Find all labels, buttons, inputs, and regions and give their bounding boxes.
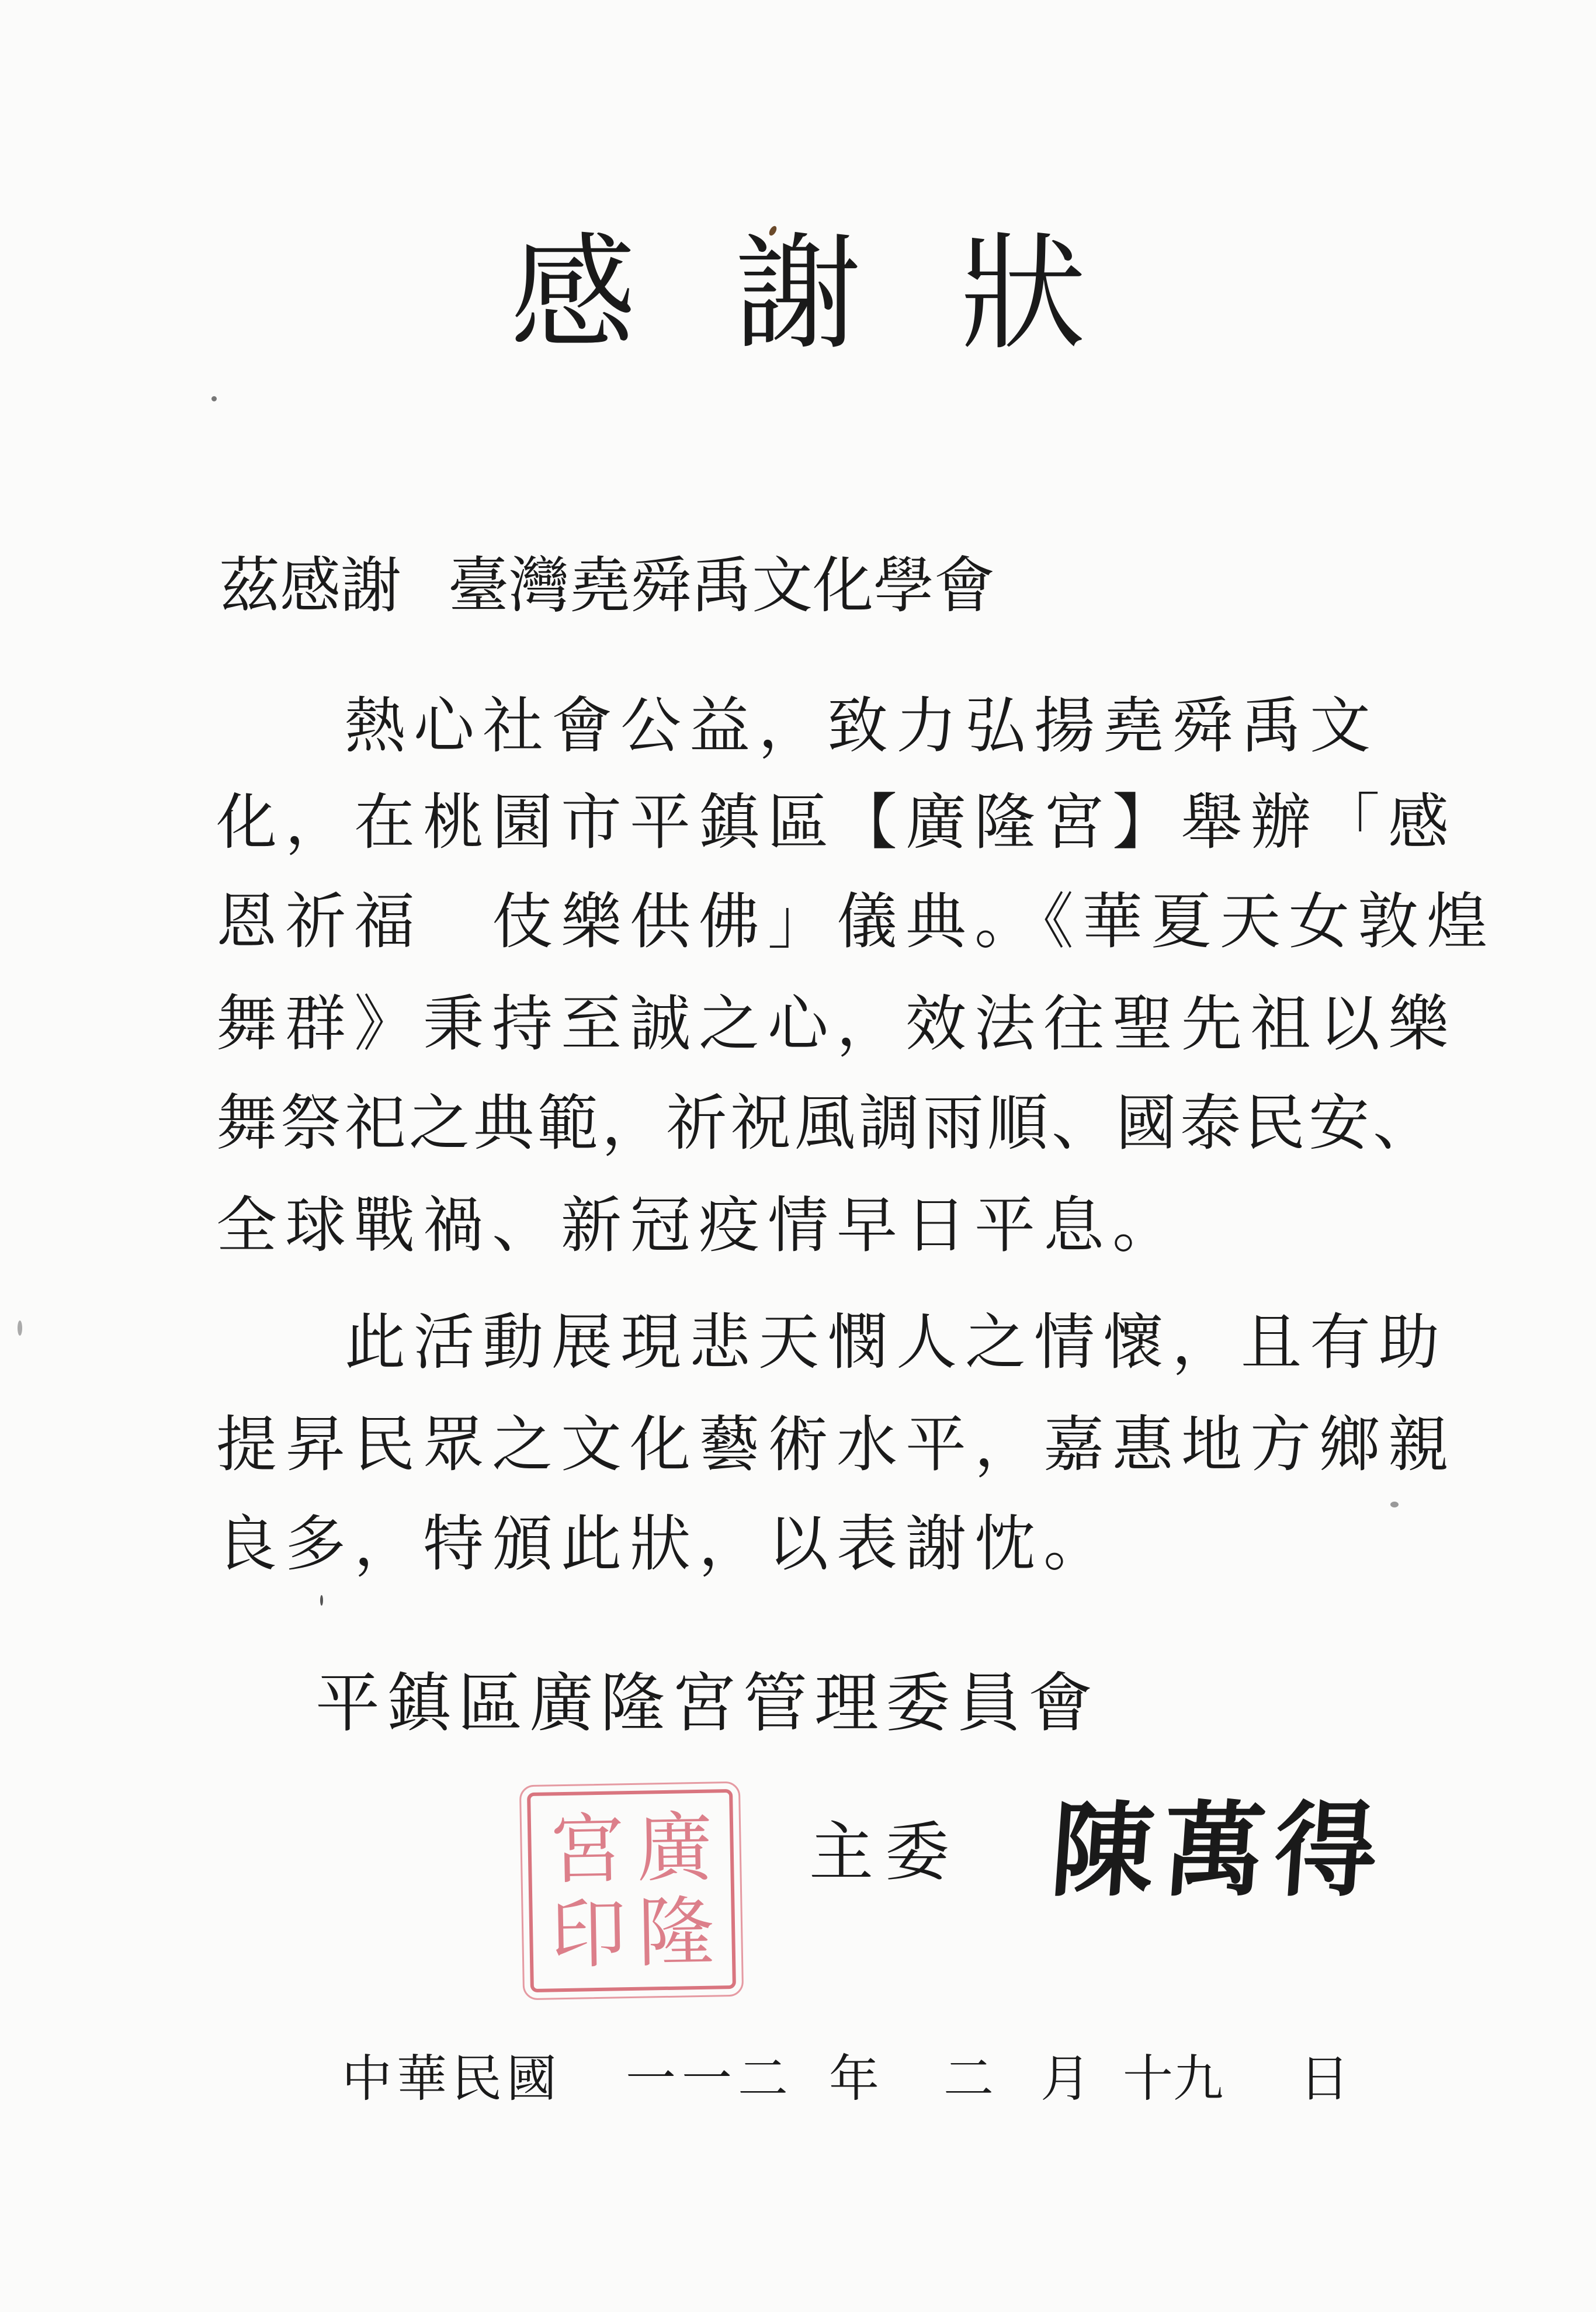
issue-date [342,2050,1349,2108]
body-line-1: 熱心社會公益，致力弘揚堯舜禹文 [345,690,1379,761]
body-line-2: 化，在桃園市平鎮區【廣隆宮】舉辦「感 [216,786,1458,858]
seal-char: 隆 [637,1887,715,1978]
body-line-6: 全球戰禍、新冠疫情早日平息。 [216,1190,1182,1261]
date-month-unit: 月 [1040,2050,1091,2108]
date-day-unit: 日 [1299,2050,1349,2108]
date-year: 一一二 [626,2050,794,2108]
recipient-name: 臺灣堯舜禹文化學會 [448,550,995,621]
temple-seal-stamp [527,1789,736,1992]
body-line-5: 舞祭祀之典範，祈祝風調雨順、國泰民安、 [216,1087,1438,1159]
body-line-8: 提昇民眾之文化藝術水平，嘉惠地方鄉親 [216,1409,1458,1480]
date-month: 二 [943,2050,994,2108]
date-era: 中華民國 [342,2050,561,2108]
body-line-4: 舞群》秉持至誠之心，效法往聖先祖以樂 [216,988,1458,1059]
body-line-9: 良多，特頒此狀，以表謝忱。 [216,1508,1113,1579]
recipient-prefix: 茲感謝 [219,550,402,621]
seal-char: 印 [549,1888,627,1979]
certificate-title: 感謝狀 [510,220,1185,367]
recipient-line [219,550,995,621]
body-line-3: 恩祈福 伎樂供佛」儀典。《華夏天女敦煌 [216,886,1496,957]
paper-speck [1390,1502,1399,1507]
body-line-7: 此活動展現悲天憫人之情懷，且有助 [345,1306,1448,1378]
chair-title: 主委 [809,1815,961,1890]
seal-char: 宮 [548,1804,626,1894]
issuer-organization: 平鎮區廣隆宮管理委員會 [315,1666,1099,1741]
date-day: 十九 [1123,2050,1223,2108]
paper-speck [320,1595,323,1606]
seal-char: 廣 [636,1803,714,1893]
paper-speck [211,396,217,401]
chair-signature-name: 陳萬得 [1047,1791,1391,1911]
date-year-unit: 年 [829,2050,879,2108]
paper-speck [18,1320,22,1336]
